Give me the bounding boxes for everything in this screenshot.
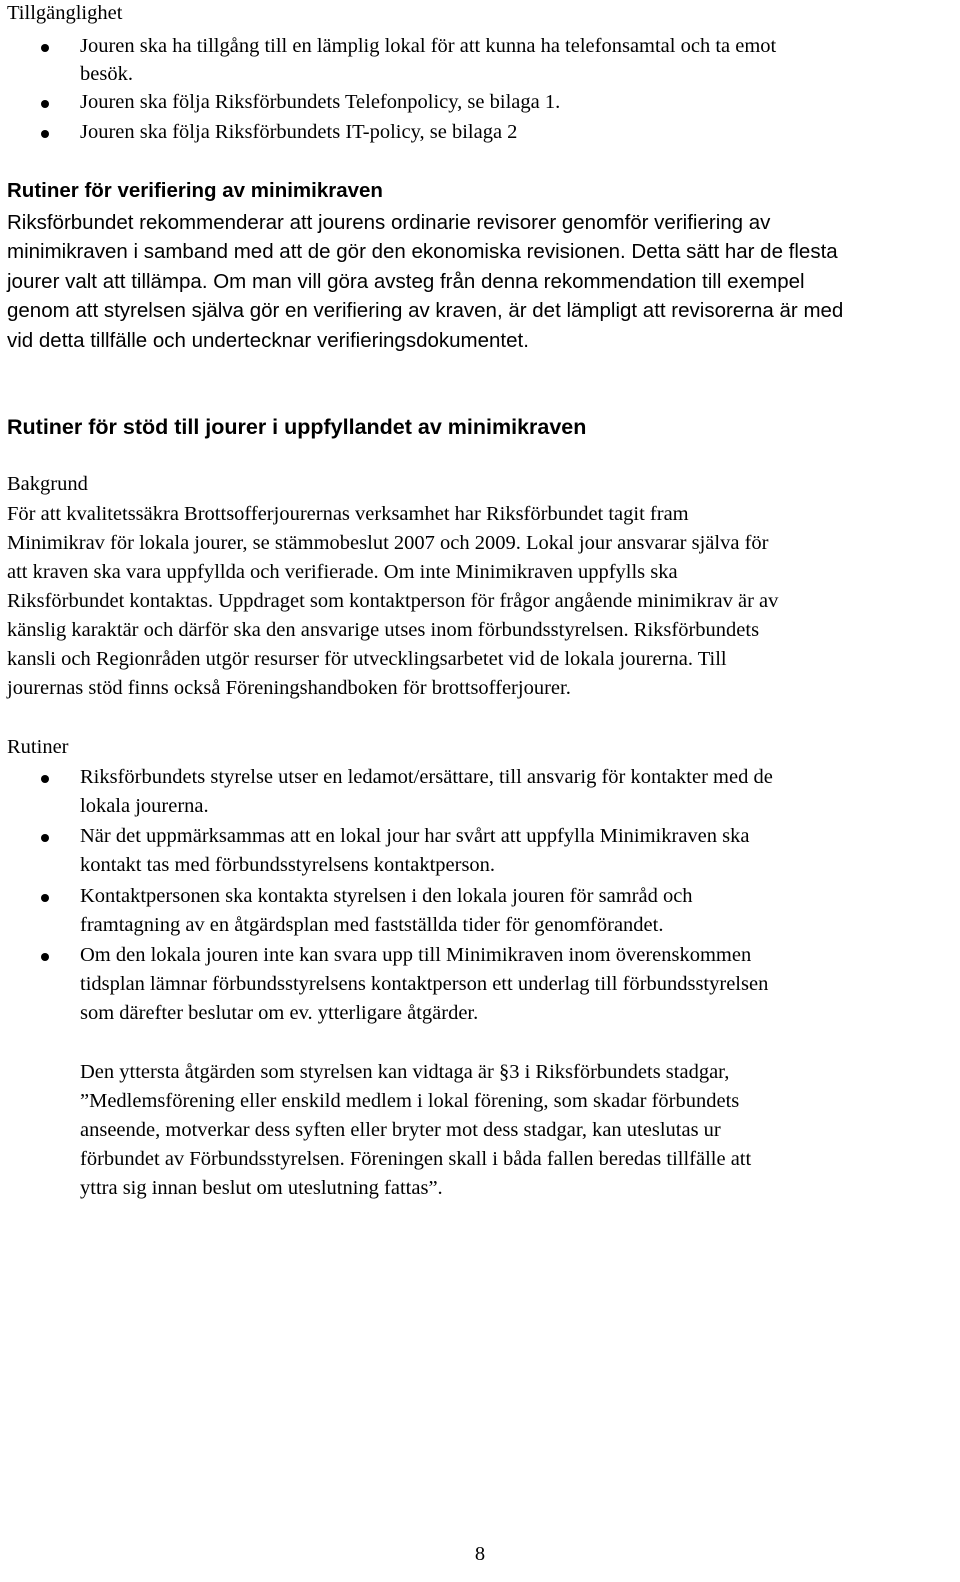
paragraph-line: Minimikrav för lokala jourer, se stämmobeslut 2007 och 2009. Lokal jour ansvarar själva för [7,532,769,554]
closing-paragraph-line: Den yttersta åtgärden som styrelsen kan vidtaga är §3 i Riksförbundets stadgar, [80,1061,730,1083]
bullet-dot [41,130,49,138]
paragraph-line: vid detta tillfälle och undertecknar verifieringsdokumentet. [7,329,529,352]
bullet-dot [41,44,49,52]
bullet-dot [41,894,49,902]
paragraph-line: att kraven ska vara uppfyllda och verifierade. Om inte Minimikraven uppfylls ska [7,561,678,583]
paragraph-line: Riksförbundet kontaktas. Uppdraget som kontaktperson för frågor angående minimikrav är av [7,590,779,612]
sub-heading-rutiner: Rutiner [7,736,69,758]
paragraph-line: För att kvalitetssäkra Brottsofferjourernas verksamhet har Riksförbundet tagit fram [7,503,689,525]
page-number: 8 [474,1543,486,1565]
bullet-dot [41,834,49,842]
sub-heading-bakgrund: Bakgrund [7,473,88,495]
paragraph-line: jourernas stöd finns också Föreningshandboken för brottsofferjourer. [7,677,571,699]
paragraph-line: kansli och Regionråden utgör resurser för utvecklingsarbetet vid de lokala jourerna. Till [7,648,727,670]
list-item-line: tidsplan lämnar förbundsstyrelsens kontaktperson ett underlag till förbundsstyrelsen [80,973,769,995]
section-heading-stod: Rutiner för stöd till jourer i uppfyllandet av minimikraven [7,415,587,439]
list-item-line: besök. [80,63,133,85]
bullet-dot [41,100,49,108]
closing-paragraph-line: anseende, motverkar dess syften eller bryter mot dess stadgar, kan uteslutas ur [80,1119,721,1141]
list-item-line: Jouren ska följa Riksförbundets IT-policy, se bilaga 2 [80,121,518,143]
paragraph-line: jourer valt att tillämpa. Om man vill göra avsteg från denna rekommendation till exempel [7,270,805,293]
paragraph-line: genom att styrelsen själva gör en verifiering av kraven, är det lämpligt att revisorerna är med [7,299,844,322]
list-item-line: som därefter beslutar om ev. ytterligare åtgärder. [80,1002,479,1024]
list-item-line: Kontaktpersonen ska kontakta styrelsen i den lokala jouren för samråd och [80,885,693,907]
section-heading-tillganglighet: Tillgänglighet [7,2,123,24]
list-item-line: framtagning av en åtgärdsplan med fastställda tider för genomförandet. [80,914,664,936]
closing-paragraph-line: yttra sig innan beslut om uteslutning fattas”. [80,1177,443,1199]
closing-paragraph-line: förbundet av Förbundsstyrelsen. Föreningen skall i båda fallen beredas tillfälle att [80,1148,752,1170]
paragraph-line: känslig karaktär och därför ska den ansvarige utses inom förbundsstyrelsen. Riksförbundets [7,619,760,641]
list-item-line: Riksförbundets styrelse utser en ledamot/ersättare, till ansvarig för kontakter med de [80,766,773,788]
list-item-line: kontakt tas med förbundsstyrelsens kontaktperson. [80,854,496,876]
bullet-dot [41,775,49,783]
list-item-line: När det uppmärksammas att en lokal jour har svårt att uppfylla Minimikraven ska [80,825,750,847]
paragraph-line: minimikraven i samband med att de gör den ekonomiska revisionen. Detta sätt har de flesta [7,240,838,263]
closing-paragraph-line: ”Medlemsförening eller enskild medlem i lokal förening, som skadar förbundets [80,1090,740,1112]
list-item-line: Om den lokala jouren inte kan svara upp till Minimikraven inom överenskommen [80,944,752,966]
bullet-dot [41,953,49,961]
list-item-line: lokala jourerna. [80,795,209,817]
paragraph-line: Riksförbundet rekommenderar att jourens ordinarie revisorer genomför verifiering av [7,211,771,234]
list-item-line: Jouren ska ha tillgång till en lämplig lokal för att kunna ha telefonsamtal och ta emot [80,35,777,57]
list-item-line: Jouren ska följa Riksförbundets Telefonpolicy, se bilaga 1. [80,91,561,113]
section-heading-verifiering: Rutiner för verifiering av minimikraven [7,179,383,202]
